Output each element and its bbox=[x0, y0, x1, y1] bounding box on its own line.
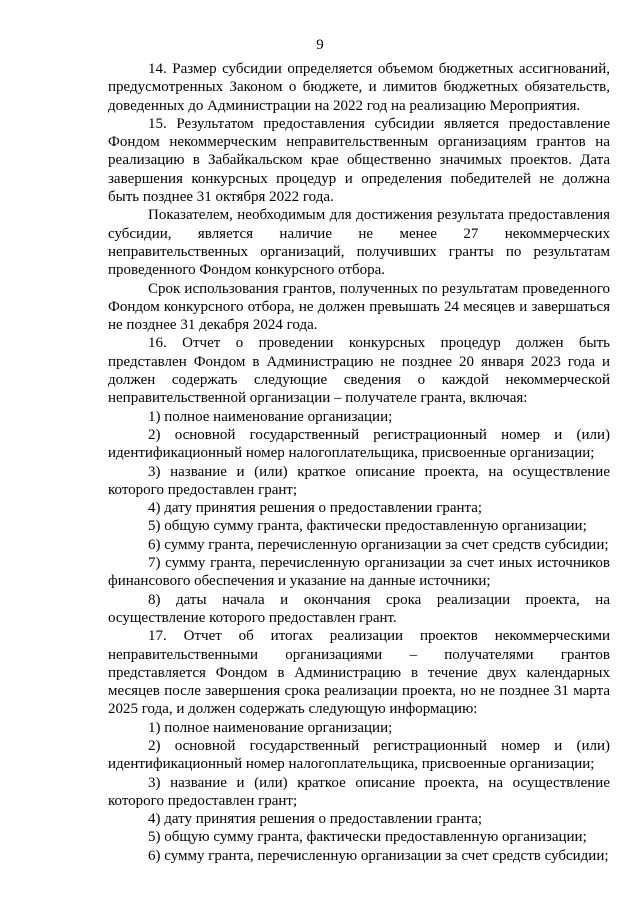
paragraph-grant-term: Срок использования грантов, полученных по результатам проведенного Фондом конкурсного отбора, не должен превышать 24 месяцев и завершаться не позднее 31 декабря 2024 года. bbox=[108, 280, 610, 334]
list-item-16-4: 4) дату принятия решения о предоставлении гранта; bbox=[148, 500, 483, 517]
paragraph-indicator: Показателем, необходимым для достижения результата предоставления субсидии, является наличие не менее 27 некоммерческих неправительственных организаций, получивших гранты по результатам проведенного Фондом конкурсного отбора. bbox=[108, 207, 610, 279]
list-item-16-7: 7) сумму гранта, перечисленную организации за счет иных источников финансового обеспечения и указание на данные источники; bbox=[108, 555, 610, 590]
list-item-17-4: 4) дату принятия решения о предоставлении гранта; bbox=[148, 811, 483, 828]
list-item-16-1: 1) полное наименование организации; bbox=[148, 408, 393, 425]
list-item-16-2: 2) основной государственный регистрационный номер и (или) идентификационный номер налогоплательщика, присвоенные организации; bbox=[108, 426, 610, 462]
list-item-17-3: 3) название и (или) краткое описание проекта, на осуществление которого предоставлен грант; bbox=[108, 774, 610, 809]
list-item-16-6: 6) сумму гранта, перечисленную организации за счет средств субсидии; bbox=[148, 536, 609, 553]
paragraph-16: 16. Отчет о проведении конкурсных процедур должен быть представлен Фондом в Администрацию не позднее 20 января 2023 года и должен содержать следующие сведения о каждой некоммерческой неправительственной организации – получателе гранта, включая: bbox=[108, 335, 610, 407]
list-item-17-6: 6) сумму гранта, перечисленную организации за счет средств субсидии; bbox=[148, 847, 609, 864]
paragraph-15: 15. Результатом предоставления субсидии является предоставление Фондом некоммерческим неправительственным организациям грантов на реализацию в Забайкальском крае общественно значимых проектов. Дата завершения конкурсных процедур и определения победителей не должна быть позднее 31 октября 2022 года. bbox=[108, 115, 610, 206]
paragraph-17: 17. Отчет об итогах реализации проектов некоммерческими неправительственными организациями – получателями грантов представляется Фондом в Администрацию в течение двух календарных месяцев после завершения срока реализации проекта, но не позднее 31 марта 2025 года, и должен содержать следующую информацию: bbox=[108, 628, 610, 718]
list-item-16-5: 5) общую сумму гранта, фактически предоставленную организации; bbox=[148, 518, 587, 535]
document-body bbox=[108, 60, 610, 865]
list-item-17-2: 2) основной государственный регистрационный номер и (или) идентификационный номер налогоплательщика, присвоенные организации; bbox=[108, 737, 610, 773]
paragraph-14: 14. Размер субсидии определяется объемом бюджетных ассигнований, предусмотренных Законом о бюджете, и лимитов бюджетных обязательств, доведенных до Администрации на 2022 год на реализацию Мероприятия. bbox=[108, 61, 610, 114]
list-item-17-5: 5) общую сумму гранта, фактически предоставленную организации; bbox=[148, 829, 587, 846]
list-item-17-1: 1) полное наименование организации; bbox=[148, 719, 393, 736]
page-number: 9 bbox=[316, 37, 324, 53]
list-item-16-8: 8) даты начала и окончания срока реализации проекта, на осуществление которого предоставлен грант. bbox=[108, 591, 610, 626]
list-item-16-3: 3) название и (или) краткое описание проекта, на осуществление которого предоставлен грант; bbox=[108, 463, 610, 498]
